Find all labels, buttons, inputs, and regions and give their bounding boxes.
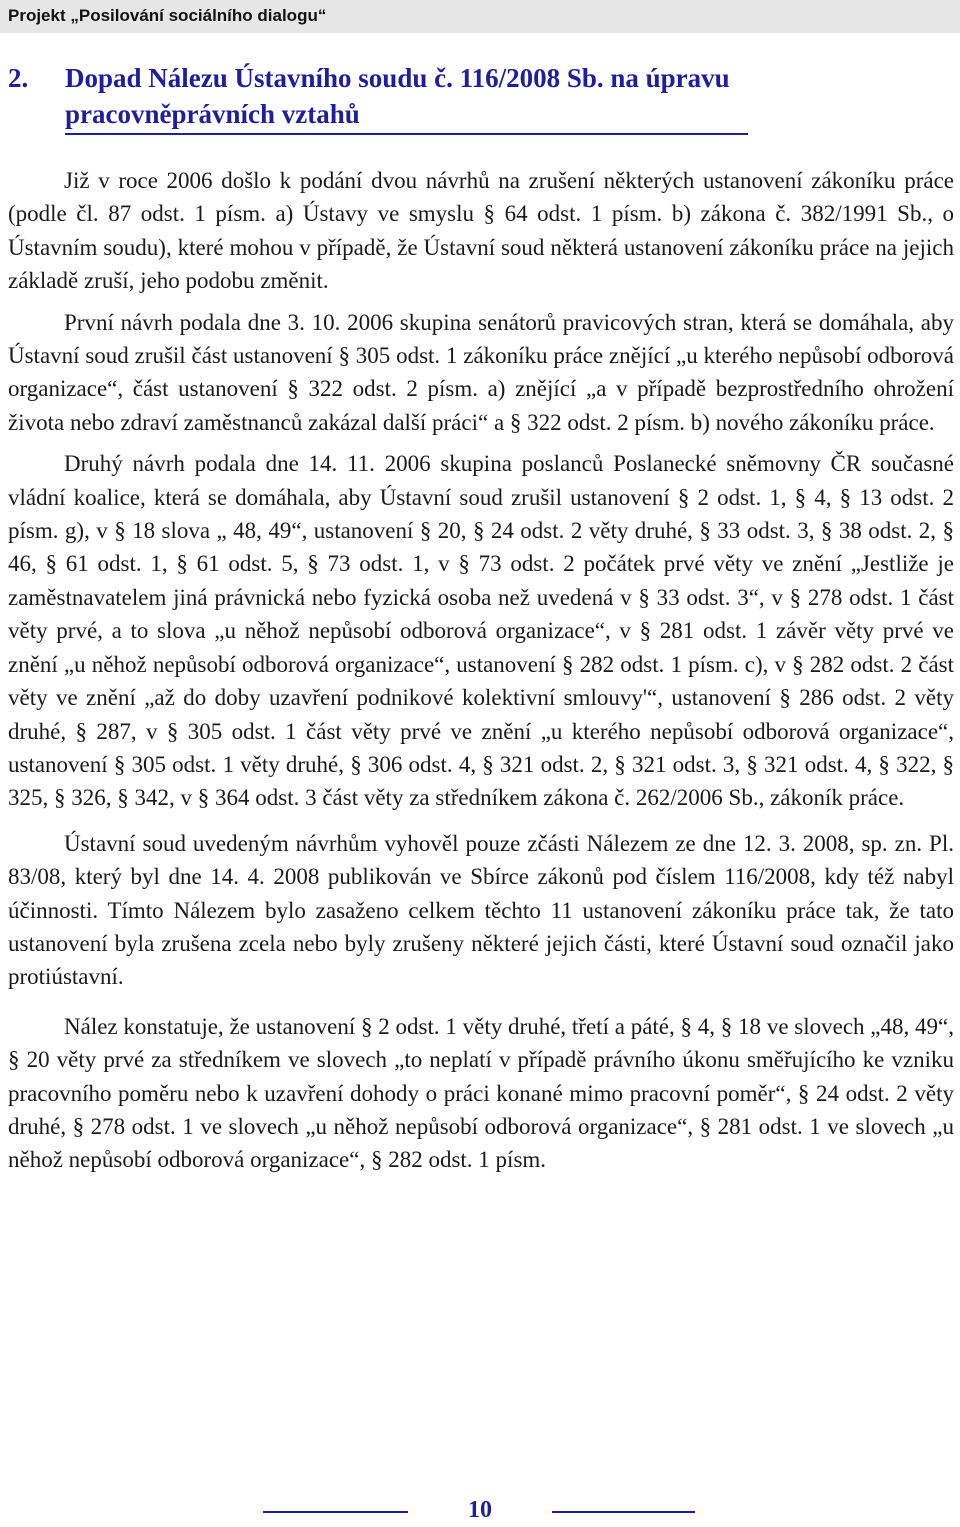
section-number: 2. — [8, 63, 29, 93]
document-body — [8, 164, 954, 1177]
paragraph-5: Nález konstatuje, že ustanovení § 2 odst. 1 věty druhé, třetí a páté, § 4, § 18 ve slovech „48, 49“, § 20 věty prvé za středníkem ve slovech „to neplatí v případě právního úkonu směřujícího ke vzniku pracovního poměru nebo k uzavření dohody o práci konané mimo pracovní poměr“, § 24 odst. 2 věty druhé, § 278 odst. 1 ve slovech „u něhož nepůsobí odborová organizace“, § 281 odst. 1 ve slovech „u něhož nepůsobí odborová organizace“, § 282 odst. 1 písm. — [8, 1013, 954, 1173]
paragraph-1: Již v roce 2006 došlo k podání dvou návrhů na zrušení některých ustanovení zákoníku práce (podle čl. 87 odst. 1 písm. a) Ústavy ve smyslu § 64 odst. 1 písm. b) zákona č. 382/1991 Sb., o Ústavním soudu), které mohou v případě, že Ústavní soud některá ustanovení zákoníku práce na jejich základě zruší, jeho podobu změnit. — [8, 168, 954, 294]
footer-line-left — [263, 1511, 408, 1513]
paragraph-3: Druhý návrh podala dne 14. 11. 2006 skupina poslanců Poslanecké sněmovny ČR současné vládní koalice, která se domáhala, aby Ústavní soud zrušil ustanovení § 2 odst. 1, § 4, § 13 odst. 2 písm. g), v § 18 slova „ 48, 49“, ustanovení § 20, § 24 odst. 2 věty druhé, § 33 odst. 3, § 38 odst. 2, § 46, § 61 odst. 1, § 61 odst. 5, § 73 odst. 1, v § 73 odst. 2 počátek prvé věty ve znění „Jestliže je zaměstnavatelem jiná právnická nebo fyzická osoba než uvedená v § 33 odst. 3“, v § 278 odst. 1 část věty prvé, a to slova „u něhož nepůsobí odborová organizace“, v § 281 odst. 1 závěr věty prvé ve znění „u něhož nepůsobí odborová organizace“, ustanovení § 282 odst. 1 písm. c), v § 282 odst. 2 část věty ve znění „až do doby uzavření podnikové kolektivní smlouvy'“, ustanovení § 286 odst. 2 věty druhé, § 287, v § 305 odst. 1 část věty prvé ve znění „u kterého nepůsobí odborová organizace“, ustanovení § 305 odst. 1 věty druhé, § 306 odst. 4, § 321 odst. 2, § 321 odst. 3, § 321 odst. 4, § 322, § 325, § 326, § 342, v § 364 odst. 3 část věty za středníkem zákona č. 262/2006 Sb., zákoník práce. — [8, 451, 954, 811]
project-title: Projekt „Posilování sociálního dialogu“ — [8, 6, 327, 25]
heading-underline — [65, 133, 748, 135]
paragraph-2: První návrh podala dne 3. 10. 2006 skupina senátorů pravicových stran, která se domáhala, aby Ústavní soud zrušil část ustanovení § 305 odst. 1 zákoníku práce znějící „u kterého nepůsobí odborová organizace“, část ustanovení § 322 odst. 2 písm. a) znějící „a v případě bezprostředního ohrožení života nebo zdraví zaměstnanců zakázal další práci“ a § 322 odst. 2 písm. b) nového zákoníku práce. — [8, 309, 954, 435]
footer-line-right — [552, 1511, 695, 1513]
page-number: 10 — [468, 1497, 492, 1523]
section-title: Dopad Nálezu Ústavního soudu č. 116/2008 Sb. na úpravu pracovněprávních vztahů — [65, 63, 730, 129]
header-bar — [0, 0, 960, 33]
paragraph-4: Ústavní soud uvedeným návrhům vyhověl pouze zčásti Nálezem ze dne 12. 3. 2008, sp. zn. Pl. 83/08, který byl dne 14. 4. 2008 publikován ve Sbírce zákonů pod číslem 116/2008, kdy též nabyl účinnosti. Tímto Nálezem bylo zasaženo celkem těchto 11 ustanovení zákoníku práce tak, že tato ustanovení byla zrušena zcela nebo byly zrušeny některé jejich části, které Ústavní soud označil jako protiústavní. — [8, 830, 954, 990]
